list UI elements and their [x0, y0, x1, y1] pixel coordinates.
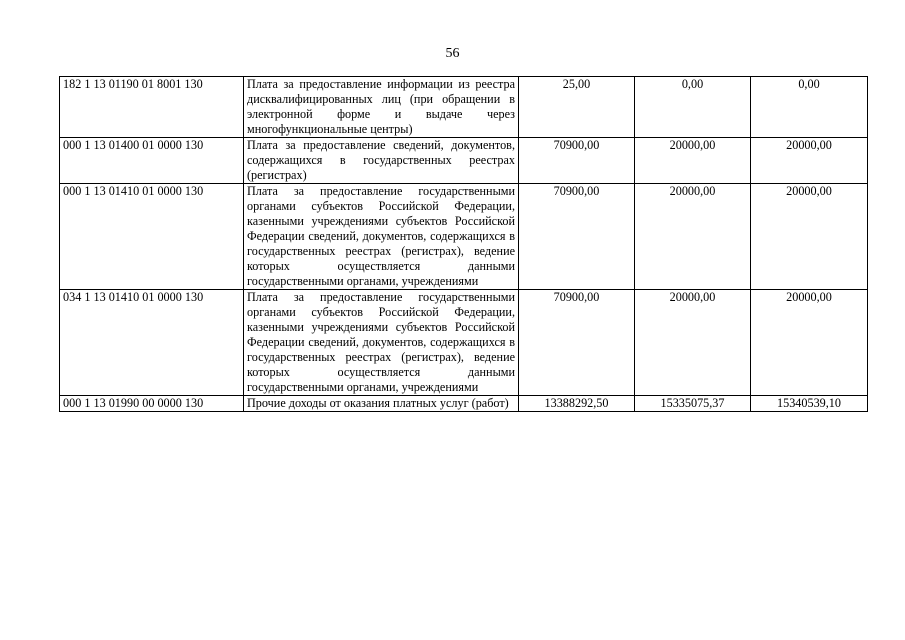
amount-cell-1: 70900,00: [519, 290, 635, 396]
amount-cell-2: 20000,00: [635, 184, 751, 290]
table-row: [60, 396, 868, 412]
amount-cell-1: 70900,00: [519, 184, 635, 290]
description-cell: Плата за предоставление государственными органами субъектов Российской Федерации, казенными учреждениями субъектов Российской Федерации сведений, документов, содержащихся в государственных реестрах (регистрах), ведение которых осуществляется данными государственными органами, учреждениями: [244, 290, 519, 396]
table-row: [60, 290, 868, 396]
kbk-code-cell: 000 1 13 01410 01 0000 130: [60, 184, 244, 290]
amount-cell-3: 0,00: [751, 77, 868, 138]
table-row: [60, 184, 868, 290]
amount-cell-1: 25,00: [519, 77, 635, 138]
page-number: 56: [445, 46, 460, 61]
kbk-code-cell: 000 1 13 01990 00 0000 130: [60, 396, 244, 412]
amount-cell-2: 20000,00: [635, 138, 751, 184]
amount-cell-1: 70900,00: [519, 138, 635, 184]
description-cell: Плата за предоставление информации из реестра дисквалифицированных лиц (при обращении в электронной форме и выдаче через многофункциональные центры): [244, 77, 519, 138]
budget-table: [59, 76, 868, 412]
amount-cell-1: 13388292,50: [519, 396, 635, 412]
description-cell: Плата за предоставление государственными органами субъектов Российской Федерации, казенными учреждениями субъектов Российской Федерации сведений, документов, содержащихся в государственных реестрах (регистрах), ведение которых осуществляется данными государственными органами, учреждениями: [244, 184, 519, 290]
description-cell: Прочие доходы от оказания платных услуг (работ): [244, 396, 519, 412]
kbk-code-cell: 182 1 13 01190 01 8001 130: [60, 77, 244, 138]
amount-cell-3: 15340539,10: [751, 396, 868, 412]
amount-cell-3: 20000,00: [751, 290, 868, 396]
table-row: [60, 77, 868, 138]
kbk-code-cell: 000 1 13 01400 01 0000 130: [60, 138, 244, 184]
amount-cell-2: 15335075,37: [635, 396, 751, 412]
amount-cell-3: 20000,00: [751, 138, 868, 184]
amount-cell-3: 20000,00: [751, 184, 868, 290]
kbk-code-cell: 034 1 13 01410 01 0000 130: [60, 290, 244, 396]
amount-cell-2: 0,00: [635, 77, 751, 138]
table-row: [60, 138, 868, 184]
description-cell: Плата за предоставление сведений, документов, содержащихся в государственных реестрах (регистрах): [244, 138, 519, 184]
amount-cell-2: 20000,00: [635, 290, 751, 396]
